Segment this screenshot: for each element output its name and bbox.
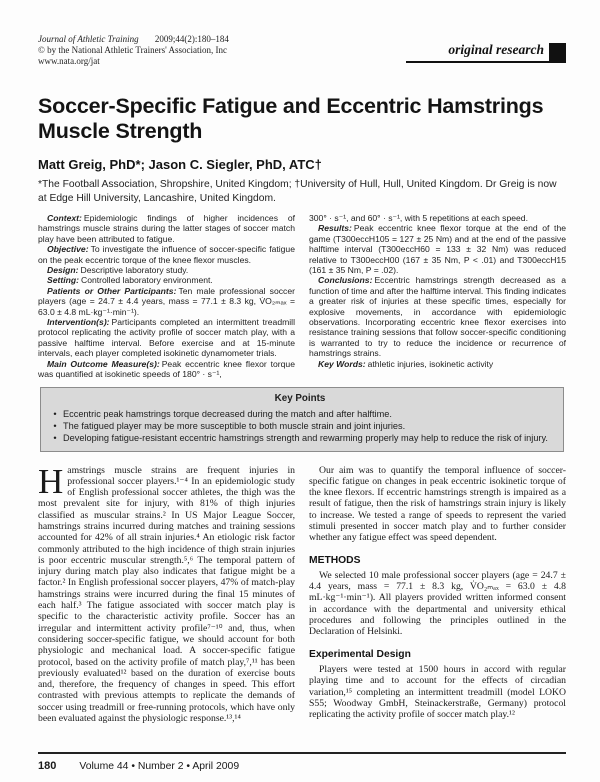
keypoints-bullet-text: Developing fatigue-resistant eccentric hamstrings strength and rewarming properly may help to reduce the risk of injury. (63, 432, 548, 443)
abstract-paragraph-outcome (38, 359, 295, 380)
abstract-label: Design: (47, 265, 79, 276)
masthead-line-1 (38, 34, 229, 45)
abstract-paragraph-objective (38, 244, 295, 265)
page-footer (38, 752, 566, 772)
abstract-paragraph-keywords (309, 359, 566, 369)
abstract (38, 213, 566, 380)
methods-paragraph: We selected 10 male professional soccer players (age = 24.7 ± 4.4 years, mass = 77.1 ± 8.3 kg, V̇O₂ₘₐₓ = 63.0 ± 4.8 mL·kg⁻¹·min⁻¹). All players provided written informed consent in accordance with the departmental and university ethical procedures and following the principles outlined in the Declaration of Helsinki. (309, 569, 566, 638)
aim-paragraph: Our aim was to quantify the temporal influence of soccer-specific fatigue on changes in peak eccentric isokinetic torque of the knee flexors. If eccentric hamstrings strength is impaired as a result of fatigue, then the risk of hamstrings strain injury is likely to increase. We tested a range of speeds to represent the varied stimuli presented in soccer match play and to further consider whether any fatigue effect was speed dependent. (309, 464, 566, 544)
intro-paragraph (38, 461, 295, 725)
abstract-column-right (309, 213, 566, 380)
article-body (38, 461, 566, 725)
abstract-label: Results: (318, 223, 352, 234)
abstract-text: 300° · s⁻¹, and 60° · s⁻¹, with 5 repetitions at each speed. (309, 213, 528, 223)
dropcap-letter: H (38, 461, 64, 501)
masthead (38, 34, 229, 67)
abstract-text: To investigate the influence of soccer-specific fatigue on the peak eccentric torque of the knee flexor muscles. (38, 244, 295, 265)
abstract-paragraph-setting (38, 275, 295, 285)
abstract-paragraph-outcome-cont (309, 213, 566, 223)
black-square-icon (549, 43, 566, 63)
abstract-text: Peak eccentric knee flexor torque at the end of the game (T300eccH105 = 127 ± 25 Nm) and at the end of the passive halftime interval (T300eccH60 = 133 ± 32 Nm) was reduced relative to T300eccH00 (167 ± 35 Nm, P < .01) and T300eccH15 (161 ± 35 Nm, P = .02). (309, 223, 566, 276)
keypoints-bullet (47, 408, 553, 420)
abstract-label: Patients or Other Participants: (47, 285, 177, 296)
keypoints-title: Key Points (274, 392, 326, 404)
abstract-paragraph-context (38, 213, 295, 244)
journal-citation: 2009;44(2):180–184 (154, 34, 229, 44)
keypoints-bullet-text: Eccentric peak hamstrings torque decreased during the match and after halftime. (63, 408, 392, 419)
banner-label: original research (406, 42, 549, 63)
abstract-label: Context: (47, 213, 82, 223)
abstract-paragraph-design (38, 265, 295, 275)
body-column-right (309, 465, 566, 725)
abstract-text: Participants completed an intermittent treadmill protocol replicating the activity profile of soccer match play, with a passive halftime interval. Before exercise and at 15-minute intervals, each player completed isokinetic dynamometer trials. (38, 317, 295, 359)
page-number: 180 (38, 760, 57, 772)
abstract-label: Objective: (47, 244, 89, 255)
abstract-column-left (38, 213, 295, 380)
abstract-text: Eccentric hamstrings strength decreased as a function of time and after the halftime interval. This finding indicates a greater risk of injuries at these specific times, especially for explosive movements, in accordance with epidemiologic observations. Incorporating eccentric knee flexor exercises into resistance training sessions that follow soccer-specific conditioning is warranted to try to reduce the incidence or recurrence of hamstrings strains. (309, 275, 566, 359)
abstract-label: Key Words: (318, 358, 366, 369)
authors-byline: Matt Greig, PhD*; Jason C. Siegler, PhD, ATC† (38, 157, 322, 172)
bullet-icon: • (53, 432, 57, 443)
journal-name: Journal of Athletic Training (38, 34, 139, 44)
abstract-text: Ten male professional soccer players (age = 24.7 ± 4.4 years, mass = 77.1 ± 8.3 kg, V̇O₂ₘₐₓ = 63.0 ± 4.8 mL·kg⁻¹·min⁻¹). (38, 285, 295, 317)
article-title: Soccer-Specific Fatigue and Eccentric Hamstrings Muscle Strength (38, 94, 544, 143)
page-header (38, 34, 566, 67)
abstract-text: Epidemiologic findings of higher incidences of hamstrings muscle strains during the latter stages of soccer match play have been attributed to fatigue. (38, 213, 295, 244)
abstract-paragraph-results (309, 223, 566, 275)
abstract-label: Conclusions: (318, 275, 373, 286)
bullet-icon: • (53, 408, 57, 419)
abstract-paragraph-interventions (38, 317, 295, 359)
abstract-text: Controlled laboratory environment. (80, 275, 213, 286)
abstract-paragraph-conclusions (309, 275, 566, 358)
affiliation-note: *The Football Association, Shropshire, United Kingdom; †University of Hull, Hull, United Kingdom. Dr Greig is now at Edge Hill University, Lancashire, United Kingdom. (38, 179, 557, 204)
abstract-text: athletic injuries, isokinetic activity (367, 358, 494, 369)
keypoints-bullet (47, 432, 553, 444)
section-heading-methods: METHODS (309, 554, 361, 566)
copyright-line: © by the National Athletic Trainers' Association, Inc (38, 45, 227, 55)
original-research-banner (406, 42, 566, 63)
journal-url: www.nata.org/jat (38, 56, 100, 66)
section-heading-experimental-design: Experimental Design (309, 648, 411, 660)
keypoints-bullet (47, 420, 553, 432)
body-column-left (38, 461, 295, 725)
abstract-text: Peak eccentric knee flexor torque was quantified at isokinetic speeds of 180° · s⁻¹, (38, 358, 295, 380)
abstract-label: Intervention(s): (47, 317, 110, 328)
intro-text: amstrings muscle strains are frequent injuries in professional soccer players.¹⁻⁴ In an epidemiologic study of English professional soccer athletes, the thigh was the most prevalent site for injury, with 81% of thigh injuries classified as muscular strains.² In US Major League Soccer, hamstrings strains incurred during matches and training sessions accounted for 42% of all strain injuries.⁴ An etiologic risk factor commonly attributed to the high incidence of thigh strain injuries is poor eccentric muscular strength.⁵,⁶ The temporal pattern of injury during match play also indicates that fatigue might be a factor.² In English professional soccer players, 47% of match-play hamstrings strains were incurred during the final 15 minutes of each half.³ The fatigue associated with soccer match play is specific to the characteristic activity profile. Soccer has an irregular and intermittent activity profile⁷⁻¹⁰ and, thus, when considering soccer-specific fatigue, we should account for both physiologic and mechanical load. A soccer-specific fatigue protocol, based on the activity profile of match play,⁷,¹¹ has been previously evaluated¹² based on the duration of exercise bouts and, therefore, the frequency of changes in speed. This effort contrasted with previous attempts to replicate the demands of soccer using treadmill or free-running protocols, which have only been evaluated against the physiologic response.¹³,¹⁴ (38, 464, 295, 725)
abstract-label: Setting: (47, 275, 79, 286)
abstract-paragraph-participants (38, 286, 295, 317)
bullet-icon: • (53, 420, 57, 431)
keypoints-box (40, 387, 564, 452)
experimental-design-paragraph: Players were tested at 1500 hours in accord with regular playing time and to account for the effects of circadian variation,¹⁵ completing an intermittent treadmill (model LOKO S55; Woodway GmbH, Steinackerstraße, Germany) protocol replicating the activity profile of soccer match play.¹² (309, 663, 566, 721)
abstract-label: Main Outcome Measure(s): (47, 358, 160, 369)
volume-issue-date: Volume 44 • Number 2 • April 2009 (79, 761, 240, 772)
abstract-text: Descriptive laboratory study. (80, 265, 189, 276)
keypoints-bullet-text: The fatigued player may be more susceptible to both muscle strain and joint injuries. (63, 420, 406, 431)
